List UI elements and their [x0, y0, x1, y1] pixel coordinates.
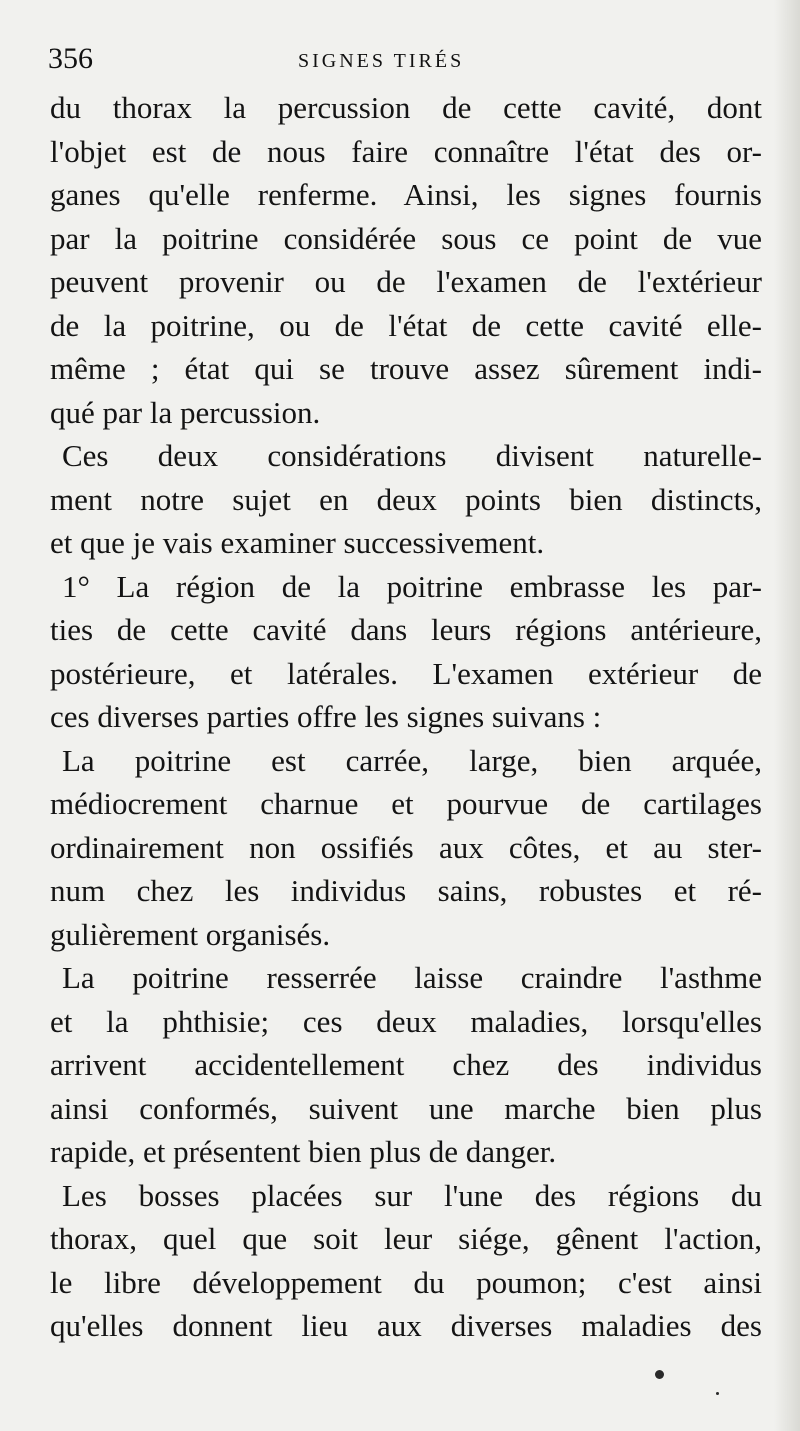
text-line: arrivent accidentellement chez des individus: [50, 1047, 762, 1082]
text-line: du thorax la percussion de cette cavité, dont: [50, 90, 762, 125]
text-line: thorax, quel que soit leur siége, gênent l'action,: [50, 1221, 762, 1256]
text-line: qu'elles donnent lieu aux diverses maladies des: [50, 1308, 762, 1343]
text-line: même ; état qui se trouve assez sûrement indi-: [50, 351, 762, 386]
page-number: 356: [48, 42, 93, 75]
text-line: ganes qu'elle renferme. Ainsi, les signes fournis: [50, 177, 762, 212]
ink-speck: [716, 1392, 719, 1395]
text-line: ties de cette cavité dans leurs régions antérieure,: [50, 612, 762, 647]
paragraph-start-line: Les bosses placées sur l'une des régions du: [62, 1177, 762, 1213]
text-line: qué par la percussion.: [50, 394, 321, 430]
text-line: num chez les individus sains, robustes et ré-: [50, 873, 762, 908]
running-head: SIGNES TIRÉS: [298, 50, 465, 72]
paragraph-start-line: La poitrine resserrée laisse craindre l'asthme: [62, 960, 762, 995]
text-line: par la poitrine considérée sous ce point de vue: [50, 220, 762, 256]
text-line: gulièrement organisés.: [50, 916, 331, 952]
ink-speck: [655, 1370, 664, 1379]
text-line: ainsi conformés, suivent une marche bien plus: [50, 1090, 762, 1126]
paragraph-start-line: Ces deux considérations divisent naturelle-: [62, 438, 762, 473]
text-line: et la phthisie; ces deux maladies, lorsqu'elles: [50, 1003, 762, 1039]
text-line: et que je vais examiner successivement.: [50, 525, 545, 560]
text-line: postérieure, et latérales. L'examen extérieur de: [50, 655, 762, 691]
page-header: [48, 42, 758, 82]
paragraph-start-line: 1° La région de la poitrine embrasse les par-: [62, 568, 762, 604]
text-line: ordinairement non ossifiés aux côtes, et au ster-: [50, 829, 762, 865]
text-line: ces diverses parties offre les signes suivans :: [50, 699, 602, 734]
text-line: peuvent provenir ou de l'examen de l'extérieur: [50, 264, 762, 299]
paragraph-start-line: La poitrine est carrée, large, bien arquée,: [62, 742, 762, 778]
text-line: médiocrement charnue et pourvue de cartilages: [50, 786, 762, 821]
text-line: rapide, et présentent bien plus de danger.: [50, 1134, 557, 1169]
text-line: de la poitrine, ou de l'état de cette cavité elle-: [50, 307, 762, 343]
text-line: l'objet est de nous faire connaître l'état des or-: [50, 133, 762, 169]
page-edge-shadow: [774, 0, 800, 1431]
text-line: le libre développement du poumon; c'est ainsi: [50, 1264, 762, 1300]
body-text: [50, 86, 762, 1348]
text-line: ment notre sujet en deux points bien distincts,: [50, 481, 762, 517]
